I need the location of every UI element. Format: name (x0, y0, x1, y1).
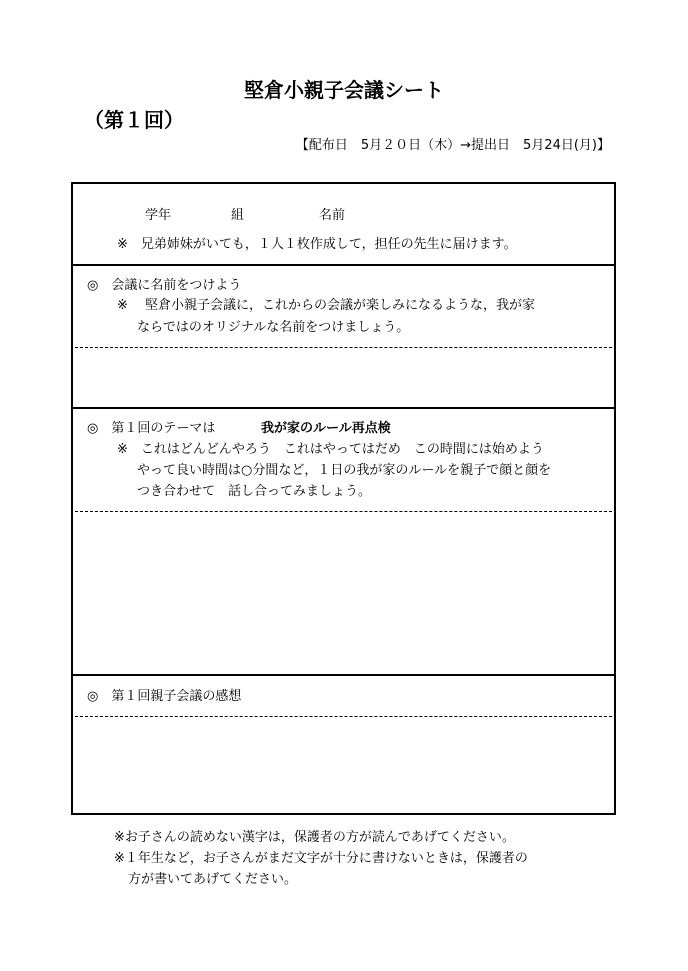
impression-heading: ◎ 第１回親子会議の感想 (87, 689, 242, 704)
theme-note-line2: やって良い時間は○分間など，１日の我が家のルールを親子で顔と顔を (137, 463, 552, 478)
footer-note-line2: ※１年生など，お子さんがまだ文字が十分に書けないときは，保護者の (114, 851, 528, 866)
naming-note-line2: ならではのオリジナルな名前をつけましょう。 (137, 320, 410, 335)
section-divider (73, 264, 614, 266)
round-label: （第１回） (84, 108, 184, 132)
theme-note-line3: つき合わせて 話し合ってみましょう。 (137, 484, 372, 499)
theme-title: 我が家のルール再点検 (261, 421, 391, 436)
footer-note-line3: 方が書いてあげてください。 (128, 872, 298, 887)
theme-note-line1: ※ これはどんどんやろう これはやってはだめ この時間には始めよう (117, 442, 544, 457)
info-note: ※ 兄弟姉妹がいても，１人１枚作成して，担任の先生に届けます。 (117, 237, 517, 252)
footer-note-line1: ※お子さんの読めない漢字は，保護者の方が読んであげてください。 (114, 830, 515, 845)
date-info: 【配布日 5月２０日（木）→提出日 5月24日(月)】 (295, 138, 610, 153)
page-title: 堅倉小親子会議シート (244, 78, 444, 102)
section-divider (73, 407, 614, 409)
dashed-divider (75, 716, 612, 717)
dashed-divider (75, 511, 612, 512)
class-label: 組 (231, 208, 245, 223)
section-divider (73, 674, 614, 676)
dashed-divider (75, 347, 612, 348)
naming-heading: ◎ 会議に名前をつけよう (87, 278, 242, 293)
name-label: 名前 (319, 208, 346, 223)
theme-heading: ◎ 第１回のテーマは (87, 421, 216, 436)
grade-label: 学年 (145, 208, 172, 223)
meeting-sheet (71, 182, 616, 815)
naming-note-line1: ※ 堅倉小親子会議に，これからの会議が楽しみになるような，我が家 (117, 298, 536, 313)
